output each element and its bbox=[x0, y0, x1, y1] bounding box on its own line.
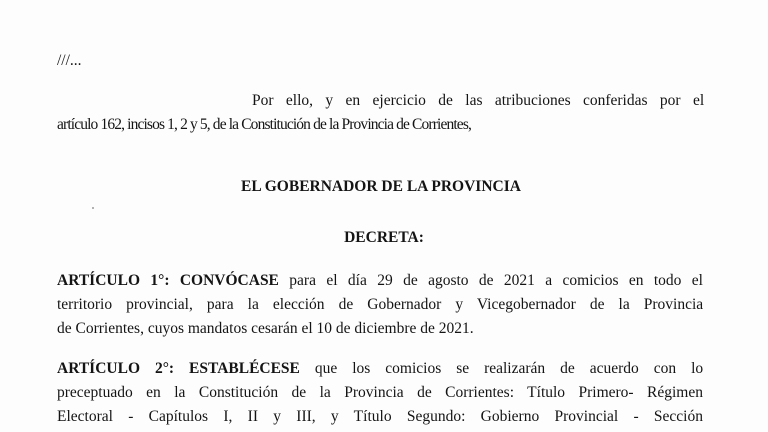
article-1-line-1 bbox=[57, 272, 703, 290]
article-2-label: ARTÍCULO 2°: bbox=[57, 360, 175, 377]
article-2-line-2: preceptuado en la Constitución de la Provincia de Corrientes: Título Primero- Régimen bbox=[57, 384, 703, 401]
article-1-line-2: territorio provincial, para la elección de Gobernador y Vicegobernador de la Provincia bbox=[57, 296, 704, 313]
scan-speck bbox=[92, 207, 94, 209]
preamble-line-2: artículo 162, incisos 1, 2 y 5, de la Constitución de la Provincia de Corrientes, bbox=[57, 116, 471, 133]
article-1-line-3: de Corrientes, cuyos mandatos cesarán el 10 de diciembre de 2021. bbox=[57, 320, 474, 337]
article-1-label: ARTÍCULO 1°: bbox=[57, 272, 170, 289]
heading-governor: EL GOBERNADOR DE LA PROVINCIA bbox=[241, 178, 521, 195]
article-2-text: que los comicios se realizarán de acuerdo con lo bbox=[314, 360, 704, 377]
article-2-keyword: ESTABLÉCESE bbox=[189, 360, 300, 377]
article-1-keyword: CONVÓCASE bbox=[179, 272, 279, 289]
article-2-line-3: Electoral - Capítulos I, II y III, y Título Segundo: Gobierno Provincial - Sección bbox=[57, 408, 703, 425]
continuation-mark: ///... bbox=[57, 52, 82, 69]
heading-decreta: DECRETA: bbox=[344, 229, 424, 246]
preamble-line-1: Por ello, y en ejercicio de las atribuciones conferidas por el bbox=[252, 92, 705, 109]
article-1-text: para el día 29 de agosto de 2021 a comicios en todo el bbox=[289, 272, 703, 289]
article-2-line-1 bbox=[57, 360, 703, 378]
